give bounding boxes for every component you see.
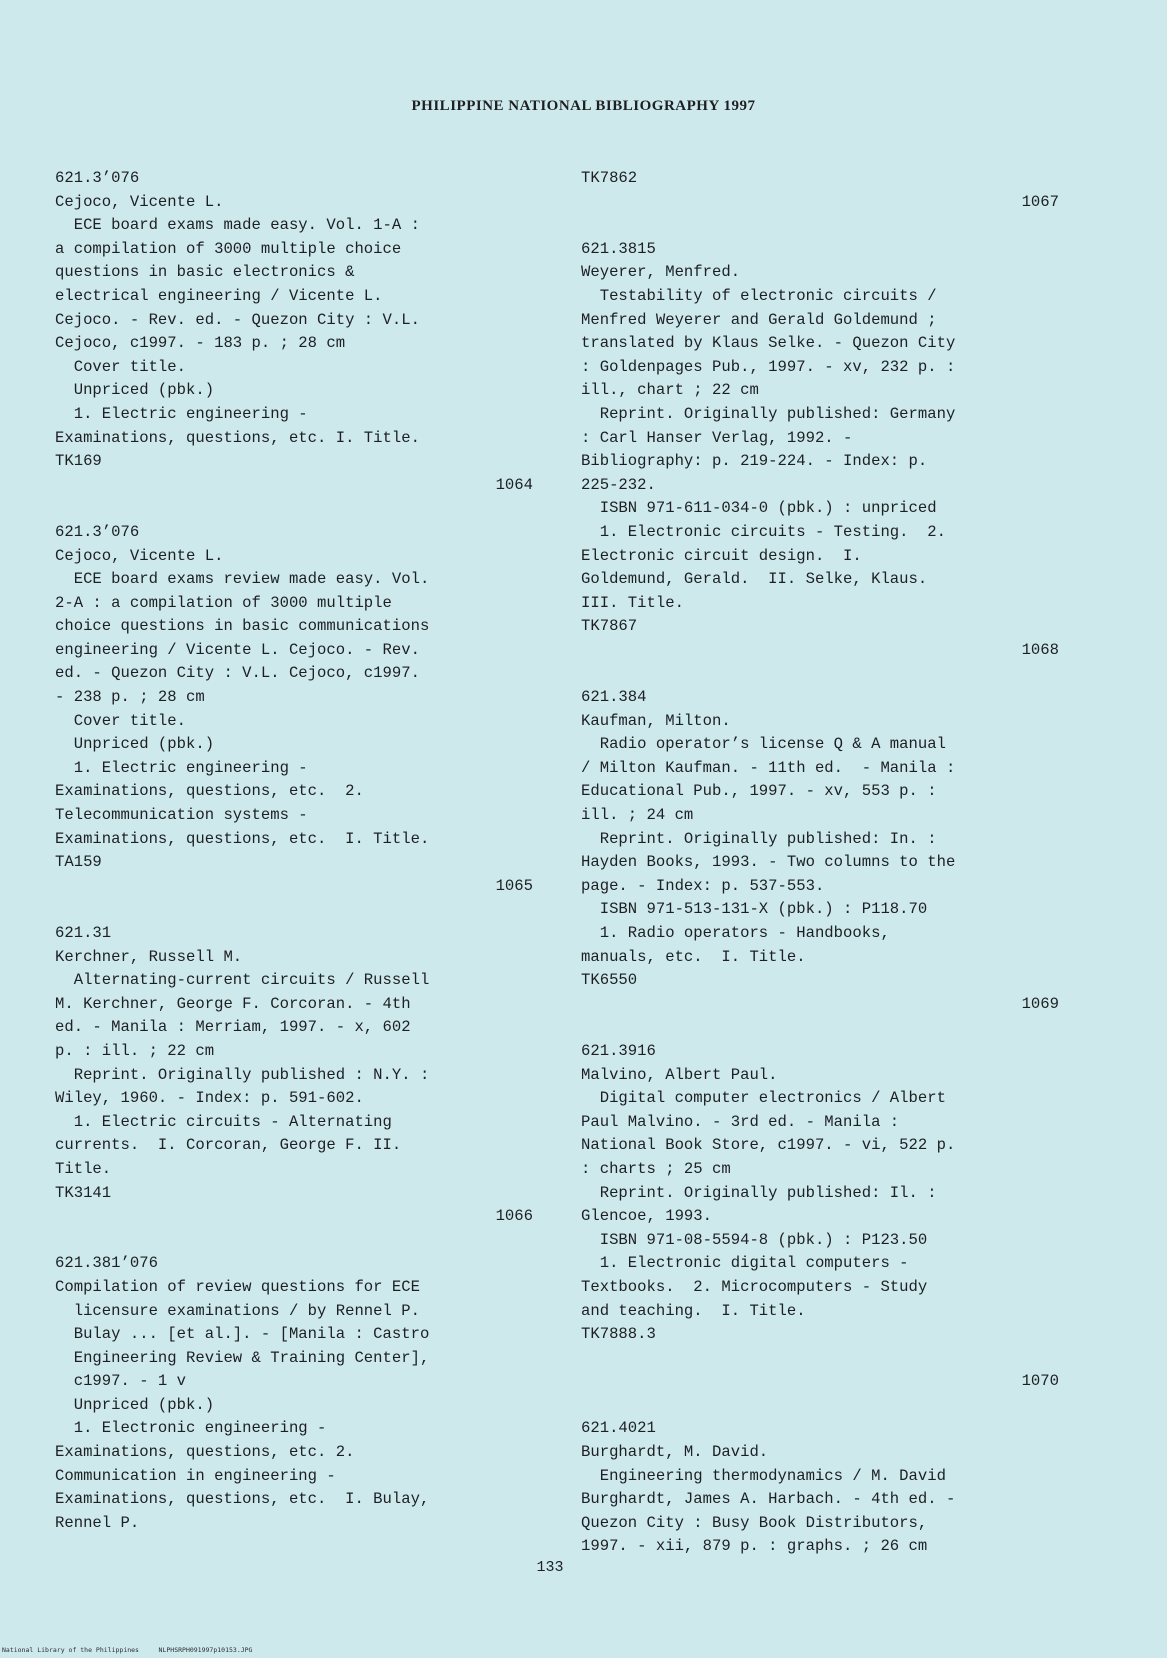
entry-line: : Goldenpages Pub., 1997. - xv, 232 p. : xyxy=(581,357,956,376)
entry-line: Wiley, 1960. - Index: p. 591-602. xyxy=(55,1089,364,1108)
entry-line: Telecommunication systems - xyxy=(55,806,308,825)
entry-line: TK7888.3 xyxy=(581,1325,656,1344)
entry-line: Glencoe, 1993. xyxy=(581,1207,713,1226)
entry-line: Title. xyxy=(55,1159,112,1178)
entry-line: Kaufman, Milton. xyxy=(581,711,731,730)
entry-number: 1067 xyxy=(1021,192,1059,211)
entry-line: Rennel P. xyxy=(55,1513,140,1532)
entry-number: 1068 xyxy=(1021,640,1059,659)
entry-line: Bibliography: p. 219-224. - Index: p. xyxy=(581,452,928,471)
entry-line: Cejoco, c1997. - 183 p. ; 28 cm xyxy=(55,334,346,353)
entry-line: Communication in engineering - xyxy=(55,1466,336,1485)
entry-line: Reprint. Originally published: In. : xyxy=(581,829,937,848)
entry-line xyxy=(581,662,1059,686)
entry-line: : Carl Hanser Verlag, 1992. - xyxy=(581,428,853,447)
entry-line: 2-A : a compilation of 3000 multiple xyxy=(55,593,392,612)
entry-line: ISBN 971-513-131-X (pbk.) : P118.70 xyxy=(581,900,928,919)
left-column xyxy=(55,167,533,1535)
entry-line: questions in basic electronics & xyxy=(55,263,355,282)
entry-line: - 238 p. ; 28 cm xyxy=(55,688,205,707)
entry-line: Engineering Review & Training Center], xyxy=(55,1348,430,1367)
entry-line: / Milton Kaufman. - 11th ed. - Manila : xyxy=(581,758,956,777)
entry-line: electrical engineering / Vicente L. xyxy=(55,286,383,305)
entry-line: Cejoco, Vicente L. xyxy=(55,192,224,211)
entry-line: M. Kerchner, George F. Corcoran. - 4th xyxy=(55,994,411,1013)
scan-filename: NLPHSRPH091997p10153.JPG xyxy=(158,1646,253,1654)
entry-line: c1997. - 1 v xyxy=(55,1372,187,1391)
entry-line: Cejoco, Vicente L. xyxy=(55,546,224,565)
entry-line: Examinations, questions, etc. I. Title. xyxy=(55,428,420,447)
entry-line xyxy=(55,1229,533,1253)
entry-line: Unpriced (pbk.) xyxy=(55,381,215,400)
entry-line: choice questions in basic communications xyxy=(55,617,430,636)
entry-line: Examinations, questions, etc. 2. xyxy=(55,1443,355,1462)
entry-line: licensure examinations / by Rennel P. xyxy=(55,1301,420,1320)
entry-line: Cover title. xyxy=(55,711,187,730)
entry-line: 621.31 xyxy=(55,924,112,942)
page-title: PHILIPPINE NATIONAL BIBLIOGRAPHY 1997 xyxy=(411,98,756,114)
entry-line: : charts ; 25 cm xyxy=(581,1159,731,1178)
entry-line: Goldemund, Gerald. II. Selke, Klaus. xyxy=(581,570,928,589)
entry-line xyxy=(581,214,1059,238)
entry-number: 1070 xyxy=(1021,1372,1059,1391)
entry-line: Unpriced (pbk.) xyxy=(55,1395,215,1414)
entry-line: 1. Electronic digital computers - xyxy=(581,1254,909,1273)
entry-line: Unpriced (pbk.) xyxy=(55,735,215,754)
entry-line: Testability of electronic circuits / xyxy=(581,286,937,305)
entry-line xyxy=(581,1394,1059,1418)
entry-line: engineering / Vicente L. Cejoco. - Rev. xyxy=(55,640,420,659)
page-number: 133 xyxy=(536,1559,564,1576)
entry-line: Burghardt, James A. Harbach. - 4th ed. - xyxy=(581,1490,956,1509)
entry-line: TA159 xyxy=(55,853,102,872)
entry-line: Educational Pub., 1997. - xv, 553 p. : xyxy=(581,782,937,801)
entry-line: Textbooks. 2. Microcomputers - Study xyxy=(581,1277,928,1296)
entry-line: Examinations, questions, etc. 2. xyxy=(55,782,364,801)
entry-line: manuals, etc. I. Title. xyxy=(581,947,806,966)
entry-line: Bulay ... [et al.]. - [Manila : Castro xyxy=(55,1325,430,1344)
entry-line: Malvino, Albert Paul. xyxy=(581,1065,778,1084)
entry-line: ill. ; 24 cm xyxy=(581,806,694,825)
entry-line: 621.3’076 xyxy=(55,522,140,541)
entry-line xyxy=(55,497,533,521)
entry-line: Engineering thermodynamics / M. David xyxy=(581,1466,946,1485)
entry-line: 621.384 xyxy=(581,688,647,707)
entry-line: ISBN 971-08-5594-8 (pbk.) : P123.50 xyxy=(581,1230,928,1249)
entry-line: 621.381’076 xyxy=(55,1254,158,1273)
entry-line: Examinations, questions, etc. I. Bulay, xyxy=(55,1490,430,1509)
entry-line: Hayden Books, 1993. - Two columns to the xyxy=(581,853,956,872)
entry-line: 621.3’076 xyxy=(55,169,140,187)
entry-line: 621.3916 xyxy=(581,1041,656,1060)
entry-line: Digital computer electronics / Albert xyxy=(581,1089,946,1108)
entry-number: 1066 xyxy=(495,1207,533,1226)
entry-line: p. : ill. ; 22 cm xyxy=(55,1041,215,1060)
entry-number: 1064 xyxy=(495,475,533,494)
entry-line: TK6550 xyxy=(581,971,638,990)
entry-line: 1997. - xii, 879 p. : graphs. ; 26 cm xyxy=(581,1537,928,1556)
entry-line: ISBN 971-611-034-0 (pbk.) : unpriced xyxy=(581,499,937,518)
entry-line: 1. Electric circuits - Alternating xyxy=(55,1112,392,1131)
entry-line: 621.4021 xyxy=(581,1419,656,1438)
entry-line: ECE board exams review made easy. Vol. xyxy=(55,570,430,589)
entry-number: 1069 xyxy=(1021,994,1059,1013)
entry-line: Quezon City : Busy Book Distributors, xyxy=(581,1513,928,1532)
entry-line: translated by Klaus Selke. - Quezon City xyxy=(581,334,956,353)
entry-line: TK3141 xyxy=(55,1183,112,1202)
entry-line: and teaching. I. Title. xyxy=(581,1301,806,1320)
entry-line: Paul Malvino. - 3rd ed. - Manila : xyxy=(581,1112,900,1131)
entry-line: Menfred Weyerer and Gerald Goldemund ; xyxy=(581,310,937,329)
entry-line: 1. Electronic engineering - xyxy=(55,1419,327,1438)
entry-line: page. - Index: p. 537-553. xyxy=(581,876,825,895)
entry-line: TK7862 xyxy=(581,169,638,187)
entry-line: 1. Electric engineering - xyxy=(55,404,308,423)
entry-line: Alternating-current circuits / Russell xyxy=(55,971,430,990)
entry-line: ed. - Quezon City : V.L. Cejoco, c1997. xyxy=(55,664,420,683)
entry-line: Electronic circuit design. I. xyxy=(581,546,862,565)
entry-line: Reprint. Originally published: Germany xyxy=(581,404,956,423)
entry-line: 1. Electric engineering - xyxy=(55,758,308,777)
entry-line xyxy=(581,1016,1059,1040)
entry-line: 225-232. xyxy=(581,475,656,494)
entry-line: Examinations, questions, etc. I. Title. xyxy=(55,829,430,848)
entry-number: 1065 xyxy=(495,876,533,895)
scan-credit xyxy=(2,1646,252,1654)
entry-line: Burghardt, M. David. xyxy=(581,1443,769,1462)
entry-line: Weyerer, Menfred. xyxy=(581,263,741,282)
entry-line: a compilation of 3000 multiple choice xyxy=(55,239,402,258)
entry-line: Kerchner, Russell M. xyxy=(55,947,243,966)
entry-line xyxy=(55,898,533,922)
entry-line: TK169 xyxy=(55,452,102,471)
entry-line: TK7867 xyxy=(581,617,638,636)
entry-line: III. Title. xyxy=(581,593,684,612)
entry-line: ECE board exams made easy. Vol. 1-A : xyxy=(55,216,420,235)
entry-line: Compilation of review questions for ECE xyxy=(55,1277,420,1296)
entry-line: National Book Store, c1997. - vi, 522 p. xyxy=(581,1136,956,1155)
entry-line: Cejoco. - Rev. ed. - Quezon City : V.L. xyxy=(55,310,420,329)
entry-line xyxy=(581,1347,1059,1371)
library-credit: National Library of the Philippines xyxy=(2,1646,139,1654)
entry-line: 1. Radio operators - Handbooks, xyxy=(581,924,890,942)
entry-line: ill., chart ; 22 cm xyxy=(581,381,759,400)
entry-line: Reprint. Originally published: Il. : xyxy=(581,1183,937,1202)
right-column xyxy=(581,167,1059,1559)
entry-line: 621.3815 xyxy=(581,239,656,258)
entry-line: Radio operator’s license Q & A manual xyxy=(581,735,946,754)
entry-line: ed. - Manila : Merriam, 1997. - x, 602 xyxy=(55,1018,411,1037)
entry-line: Cover title. xyxy=(55,357,187,376)
entry-line: currents. I. Corcoran, George F. II. xyxy=(55,1136,402,1155)
entry-line: Reprint. Originally published : N.Y. : xyxy=(55,1065,430,1084)
entry-line: 1. Electronic circuits - Testing. 2. xyxy=(581,522,946,541)
